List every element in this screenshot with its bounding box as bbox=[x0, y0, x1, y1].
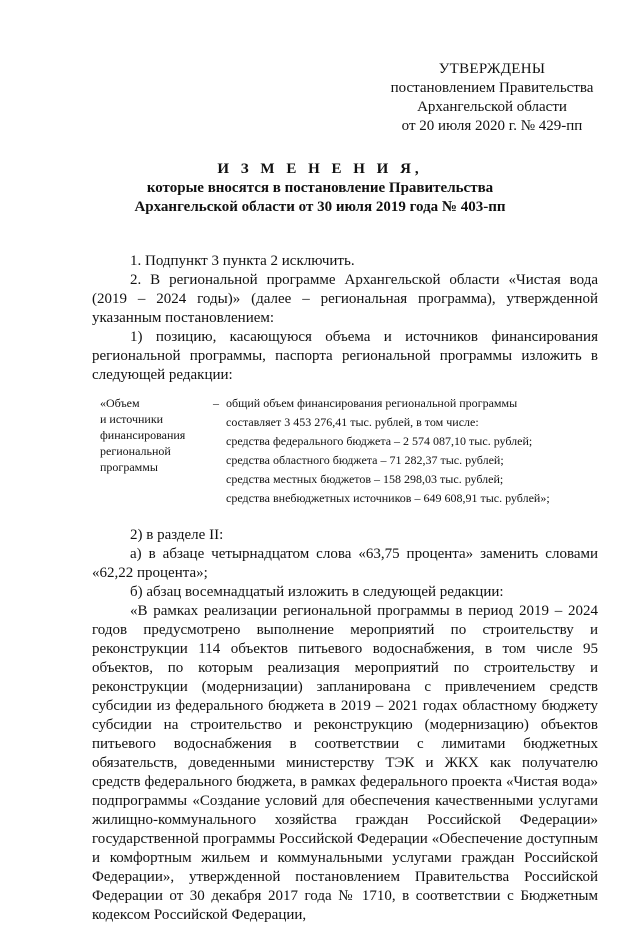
paragraph-subitem-a: а) в абзаце четырнадцатом слова «63,75 процента» заменить словами «62,22 процента»; bbox=[92, 546, 598, 581]
table-value-line: средства внебюджетных источников – 649 608,91 тыс. рублей»; bbox=[226, 491, 550, 505]
approval-stamp bbox=[372, 60, 612, 136]
table-value-line: средства местных бюджетов – 158 298,03 тыс. рублей; bbox=[226, 472, 504, 486]
title-subline: которые вносятся в постановление Правительства bbox=[146, 180, 494, 196]
paragraph-subitem-1: 1) позицию, касающуюся объема и источников финансирования региональной программы, паспорта региональной программы изложить в следующей редакции: bbox=[92, 329, 598, 383]
approval-date-number: от 20 июля 2020 г. № 429-пп bbox=[401, 118, 583, 134]
document-title bbox=[0, 160, 640, 217]
paragraph-quoted-text: «В рамках реализации региональной программы в период 2019 – 2024 годов предусмотрено выполнение мероприятий по строительству и реконструкции 114 объектов питьевого водоснабжения, в том числе 95 объектов, по которым реализация мероприятий по строительству и реконструкции (модернизации) запланирована с привлечением средств субсидии из федерального бюджета в 2019 – 2021 годах областному бюджету субсидии на строительство и реконструкцию (модернизацию) объектов питьевого водоснабжения в соответствии с лимитами бюджетных обязательств, доведенными министерству ТЭК и ЖКХ как получателю средств федерального бюджета, в рамках федерального проекта «Чистая вода» подпрограммы «Создание условий для обеспечения качественными услугами жилищно-коммунального хозяйства граждан Российской Федерации» государственной программы Российской Федерации «Обеспечение доступным и комфортным жильем и коммунальными услугами граждан Российской Федерации», утвержденной постановлением Правительства Российской Федерации от 30 декабря 2017 года № 1710, в соответствии с Бюджетным кодексом Российской Федерации, bbox=[92, 603, 598, 923]
paragraph-item-1: 1. Подпункт 3 пункта 2 исключить. bbox=[130, 253, 355, 269]
table-dash: – bbox=[213, 396, 219, 410]
approval-line: постановлением Правительства bbox=[390, 80, 594, 96]
table-value-cell bbox=[226, 394, 592, 509]
table-label-line: программы bbox=[100, 460, 158, 474]
table-value-line: средства областного бюджета – 71 282,37 тыс. рублей; bbox=[226, 453, 504, 467]
title-subline: Архангельской области от 30 июля 2019 года № 403-пп bbox=[134, 199, 506, 215]
financing-table bbox=[100, 394, 592, 509]
title-heading: И З М Е Н Е Н И Я, bbox=[217, 161, 423, 177]
table-label-cell bbox=[100, 394, 206, 509]
paragraph-item-2: 2. В региональной программе Архангельской области «Чистая вода (2019 – 2024 годы)» (далее – региональная программа), утвержденной указанным постановлением: bbox=[92, 272, 598, 326]
paragraph-subitem-2: 2) в разделе II: bbox=[130, 527, 224, 543]
approval-line: Архангельской области bbox=[417, 99, 567, 115]
table-label-line: финансирования bbox=[100, 428, 186, 442]
table-label-line: «Объем bbox=[100, 396, 140, 410]
table-label-line: и источники bbox=[100, 412, 164, 426]
table-row bbox=[100, 394, 592, 509]
table-value-line: общий объем финансирования региональной программы bbox=[226, 396, 518, 410]
table-value-line: составляет 3 453 276,41 тыс. рублей, в том числе: bbox=[226, 415, 479, 429]
document-body bbox=[92, 252, 598, 925]
paragraph-subitem-b: б) абзац восемнадцатый изложить в следующей редакции: bbox=[130, 584, 504, 600]
approval-heading: УТВЕРЖДЕНЫ bbox=[438, 61, 546, 77]
table-label-line: региональной bbox=[100, 444, 171, 458]
table-value-line: средства федерального бюджета – 2 574 087,10 тыс. рублей; bbox=[226, 434, 533, 448]
